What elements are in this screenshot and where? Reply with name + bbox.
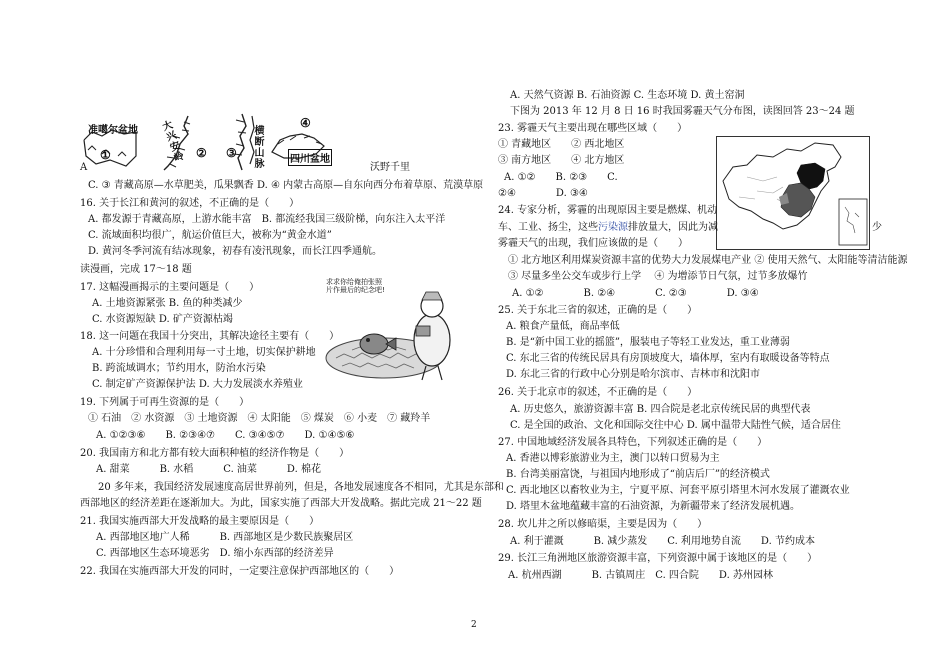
- question-20: 20. 我国南方和北方都有较大面积种植的经济作物是（ ）: [80, 448, 350, 459]
- question-27-c: C. 西北地区以畜牧业为主，宁夏平原、河套平原引塔里木河水发展了灌溉农业: [506, 485, 850, 496]
- question-24-line1: 24. 专家分析，雾霾的出现原因主要是燃煤、机动: [498, 205, 718, 216]
- question-27: 27. 中国地域经济发展各具特色，下列叙述正确的是（ ）: [498, 437, 768, 448]
- map-label-junggar: 准噶尔盆地: [88, 125, 138, 136]
- map-number-1: ①: [100, 148, 111, 162]
- question-29: 29. 长江三角洲地区旅游资源丰富，下列资源中属于该地区的是（ ）: [498, 553, 818, 564]
- question-26: 26. 关于北京市的叙述，不正确的是（ ）: [498, 387, 698, 398]
- question-24-line2-tail: 少: [872, 222, 882, 233]
- question-16: 16. 关于长江和黄河的叙述，不正确的是（ ）: [80, 198, 300, 209]
- question-24-line2-end: 排放量大，因此为减: [628, 222, 718, 233]
- china-outline: [717, 137, 869, 249]
- question-27-b: B. 台湾美丽富饶，与祖国内地形成了“前店后厂”的经济模式: [506, 469, 770, 480]
- line-15-options-cd: C. ③ 青藏高原—水草肥美，瓜果飘香 D. ④ 内蒙古高原—自东向西分布着草原、荒漠草原: [88, 180, 484, 191]
- question-25-d: D. 东北三省的行政中心分别是哈尔滨市、吉林市和沈阳市: [506, 369, 761, 380]
- question-17-c-d: C. 水资源短缺 D. 矿产资源枯竭: [92, 314, 233, 325]
- passage-21-22-line2: 西部地区的经济差距在逐渐加大。为此，国家实施了西部大开发战略。据此完成 21～22 题: [80, 498, 482, 509]
- question-18: 18. 这一问题在我国十分突出，其解决途径主要有（ ）: [80, 331, 340, 342]
- question-18-a: A. 十分珍惜和合理利用每一寸土地，切实保护耕地: [92, 347, 316, 358]
- map-number-3: ③: [226, 146, 237, 160]
- question-24-items-3-4: ③ 尽量多坐公交车或步行上学 ④ 为增添节日气氛，过节多放爆竹: [508, 271, 808, 282]
- question-16-d: D. 黄河冬季河流有结冰现象，初春有凌汛现象，而长江四季通航。: [88, 246, 383, 257]
- question-16-c: C. 流域面积均很广，航运价值巨大，被称为“黄金水道”: [88, 230, 332, 241]
- question-24-items-1-2: ① 北方地区利用煤炭资源丰富的优势大力发展煤电产业 ② 使用天然气、太阳能等清洁能源: [508, 255, 908, 266]
- question-17-a-b: A. 土地资源紧张 B. 鱼的种类减少: [92, 298, 243, 309]
- question-18-b: B. 跨流域调水；节约用水，防治水污染: [92, 363, 266, 374]
- question-21-a-b: A. 西部地区地广人稀 B. 西部地区是少数民族聚居区: [96, 532, 354, 543]
- question-16-a-b: A. 都发源于青藏高原，上游水能丰富 B. 都流经我国三级阶梯，向东注入太平洋: [88, 214, 446, 225]
- question-23-items-3-4: ③ 南方地区 ④ 北方地区: [498, 155, 625, 166]
- question-25: 25. 关于东北三省的叙述，正确的是（ ）: [498, 305, 698, 316]
- haze-distribution-map: [716, 136, 870, 250]
- question-24-line3: 雾霾天气的出现，我们应该做的是（ ）: [498, 238, 688, 249]
- question-23-options-cd: ②④ D. ③④: [498, 188, 588, 199]
- question-19-options: A. ①②③⑥ B. ②③④⑦ C. ③④⑤⑦ D. ①④⑤⑥: [96, 430, 355, 441]
- question-24-options: A. ①② B. ②④ C. ②③ D. ③④: [512, 288, 759, 299]
- question-22-options: A. 天然气资源 B. 石油资源 C. 生态环境 D. 黄土窑洞: [510, 90, 745, 101]
- question-29-options: A. 杭州西湖 B. 古镇周庄 C. 四合院 D. 苏州园林: [508, 570, 773, 581]
- cartoon-intro: 读漫画，完成 17～18 题: [80, 264, 192, 275]
- map-number-2: ②: [196, 146, 207, 160]
- question-25-c: C. 东北三省的传统民居具有房顶坡度大，墙体厚，室内有取暖设备等特点: [506, 353, 830, 364]
- question-25-a: A. 粮食产量低，商品率低: [506, 321, 620, 332]
- haze-map-intro: 下图为 2013 年 12 月 8 日 16 时我国雾霾天气分布图，读图回答 23～24 题: [510, 106, 855, 117]
- map-label-daxinganling: 大兴安岭: [161, 119, 186, 165]
- question-24-line2: [498, 222, 718, 234]
- passage-21-22-line1: 20 多年来，我国经济发展速度高居世界前列，但是，各地发展速度各不相同，尤其是东部和: [98, 482, 504, 493]
- question-21: 21. 我国实施西部大开发战略的最主要原因是（ ）: [80, 516, 320, 527]
- question-19-items: ① 石油 ② 水资源 ③ 土地资源 ④ 太阳能 ⑤ 煤炭 ⑥ 小麦 ⑦ 藏羚羊: [88, 413, 431, 424]
- question-24-line2-start: 车、工业、扬尘，这些: [498, 222, 598, 233]
- question-26-c-d: C. 是全国的政治、文化和国际交往中心 D. 属中温带大陆性气候，适合居住: [510, 420, 841, 431]
- question-27-a: A. 香港以博彩旅游业为主，澳门以转口贸易为主: [506, 453, 720, 464]
- map-label-sichuan: 四川盆地: [288, 149, 332, 166]
- pollution-source-link[interactable]: 污染源: [598, 222, 628, 233]
- question-23: 23. 雾霾天气主要出现在哪些区域（ ）: [498, 123, 688, 134]
- map-label-hengduan: 横断山脉: [254, 126, 265, 170]
- question-26-a-b: A. 历史悠久，旅游资源丰富 B. 四合院是老北京传统民居的典型代表: [510, 404, 811, 415]
- question-18-c-d: C. 制定矿产资源保护法 D. 大力发展淡水养殖业: [92, 379, 303, 390]
- line-15-option-b-tail: 沃野千里: [370, 162, 410, 173]
- line-15-option-a: A: [80, 162, 88, 173]
- question-21-c-d: C. 西部地区生态环境恶劣 D. 缩小东西部的经济差异: [96, 548, 334, 559]
- question-20-options: A. 甜菜 B. 水稻 C. 油菜 D. 棉花: [96, 464, 321, 475]
- map-number-4: ④: [300, 116, 311, 130]
- question-22: 22. 我国在实施西部大开发的同时，一定要注意保护西部地区的（ ）: [80, 566, 400, 577]
- question-25-b: B. 是“新中国工业的摇篮”，服装电子等轻工业发达，重工业薄弱: [506, 337, 790, 348]
- question-28: 28. 坎儿井之所以修暗渠，主要是因为（ ）: [498, 519, 708, 530]
- question-19: 19. 下列属于可再生资源的是（ ）: [80, 397, 250, 408]
- question-23-items-1-2: ① 青藏地区 ② 西北地区: [498, 139, 625, 150]
- question-17: 17. 这幅漫画揭示的主要问题是（ ）: [80, 282, 260, 293]
- question-27-d: D. 塔里木盆地蕴藏丰富的石油资源，为新疆带来了经济发展机遇。: [506, 501, 801, 512]
- cartoon-speech-bubble: 求求你给俺拍张照片作最后的纪念吧!: [326, 278, 385, 294]
- question-28-options: A. 利于灌溉 B. 减少蒸发 C. 利用地势自流 D. 节约成本: [510, 536, 815, 547]
- question-23-options-ab: A. ①② B. ②③ C.: [504, 172, 618, 183]
- page-number: 2: [471, 620, 477, 630]
